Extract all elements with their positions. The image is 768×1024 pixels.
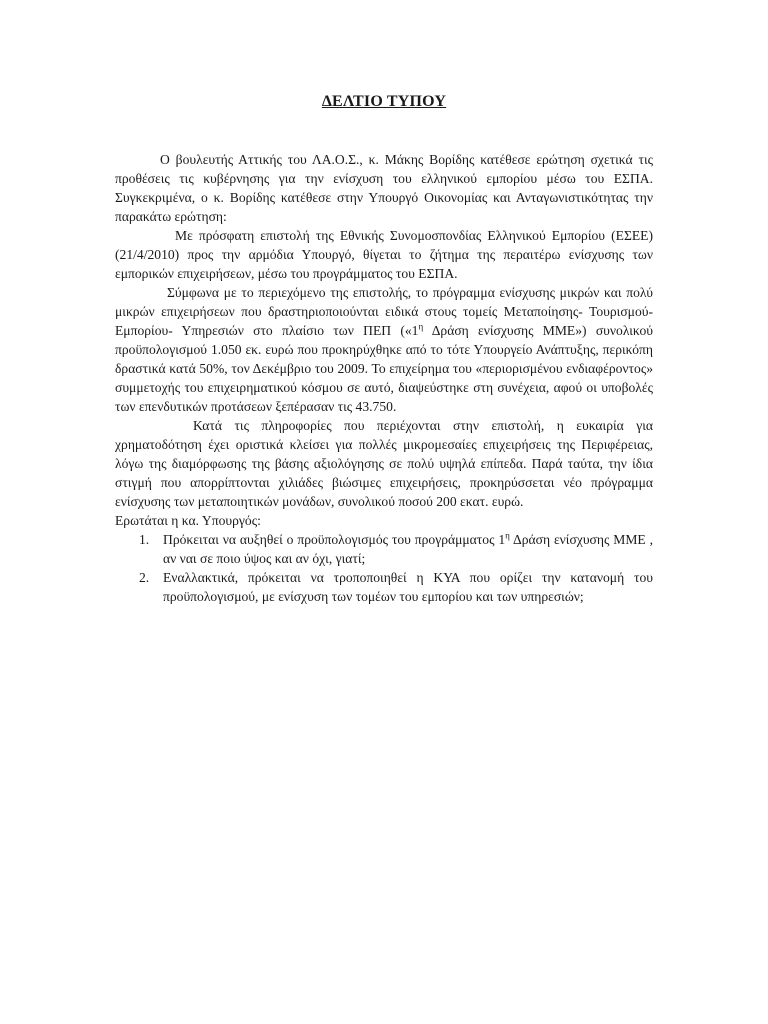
ordinal-superscript: η [505, 530, 510, 541]
page-title: ΔΕΛΤΙΟ ΤΥΠΟΥ [321, 93, 447, 110]
question-intro: Ερωτάται η κα. Υπουργός: [115, 513, 261, 528]
document-body [115, 150, 653, 606]
program-text-start: Σύμφωνα με το περιεχόμενο της επιστολής, το πρόγραμμα ενίσχυσης μικρών και πολύ μικρών επιχειρήσεων που δραστηριοποιούνται ειδικά στους τομείς Μεταποίησης- Τουρισμού- Εμπορίου- Υπηρεσιών στο πλαίσιο των ΠΕΠ («1 [115, 285, 653, 338]
question-text-start: Πρόκειται να αυξηθεί ο προϋπολογισμός του προγράμματος 1 [163, 532, 506, 547]
information-paragraph: Κατά τις πληροφορίες που περιέχονται στην επιστολή, η ευκαιρία για χρηματοδότηση έχει οριστικά κλείσει για πολλές μικρομεσαίες επιχειρήσεις της Περιφέρειας, λόγω της διαμόρφωσης της βάσης αξιολόγησης σε πολύ υψηλά επίπεδα. Παρά ταύτα, την ίδια στιγμή που απορρίπτονται χιλιάδες βιώσιμες επιχειρήσεις, προκηρύσσεται νέο πρόγραμμα ενίσχυσης των μεταποιητικών μονάδων, συνολικού ποσού 200 εκατ. ευρώ. [115, 418, 653, 509]
ordinal-superscript: η [418, 321, 424, 332]
intro-paragraph: Ο βουλευτής Αττικής του ΛΑ.Ο.Σ., κ. Μάκης Βορίδης κατέθεσε ερώτηση σχετικά τις προθέσεις τις κυβέρνησης για την ενίσχυση του ελληνικού εμπορίου μέσω του ΕΣΠΑ. Συγκεκριμένα, ο κ. Βορίδης κατέθεσε στην Υπουργό Οικονομίας και Ανταγωνιστικότητας την παρακάτω ερώτηση: [115, 152, 653, 224]
program-text-end: Δράση ενίσχυσης ΜΜΕ») συνολικού προϋπολογισμού 1.050 εκ. ευρώ που προκηρύχθηκε από το τότε Υπουργείο Ανάπτυξης, περικόπη δραστικά κατά 50%, τον Δεκέμβριο του 2009. Το επιχείρημα του «περιορισμένου ενδιαφέροντος» συμμετοχής του επιχειρηματικού κόσμου σε αυτό, διαψεύστηκε στη συνέχεια, αφού οι υποβολές των επενδυτικών προτάσεων ξεπέρασαν τις 43.750. [115, 323, 653, 414]
list-number: 2. [139, 570, 150, 585]
letter-paragraph: Με πρόσφατη επιστολή της Εθνικής Συνομοσπονδίας Ελληνικού Εμπορίου (ΕΣΕΕ) (21/4/2010) προς την αρμόδια Υπουργό, θίγεται το ζήτημα της περαιτέρω ενίσχυσης των εμπορικών επιχειρήσεων, μέσω του προγράμματος του ΕΣΠΑ. [115, 228, 653, 281]
questions-list [115, 530, 653, 606]
program-paragraph [115, 283, 653, 416]
question-text: Εναλλακτικά, πρόκειται να τροποποιηθεί η ΚΥΑ που ορίζει την κατανομή του προϋπολογισμού, με ενίσχυση των τομέων του εμπορίου και των υπηρεσιών; [163, 570, 653, 604]
list-item [115, 568, 653, 606]
list-number: 1. [139, 532, 150, 547]
list-item [115, 530, 653, 568]
question-text-end: Δράση ενίσχυσης ΜΜΕ , αν ναι σε ποιο ύψος και αν όχι, γιατί; [163, 532, 654, 566]
